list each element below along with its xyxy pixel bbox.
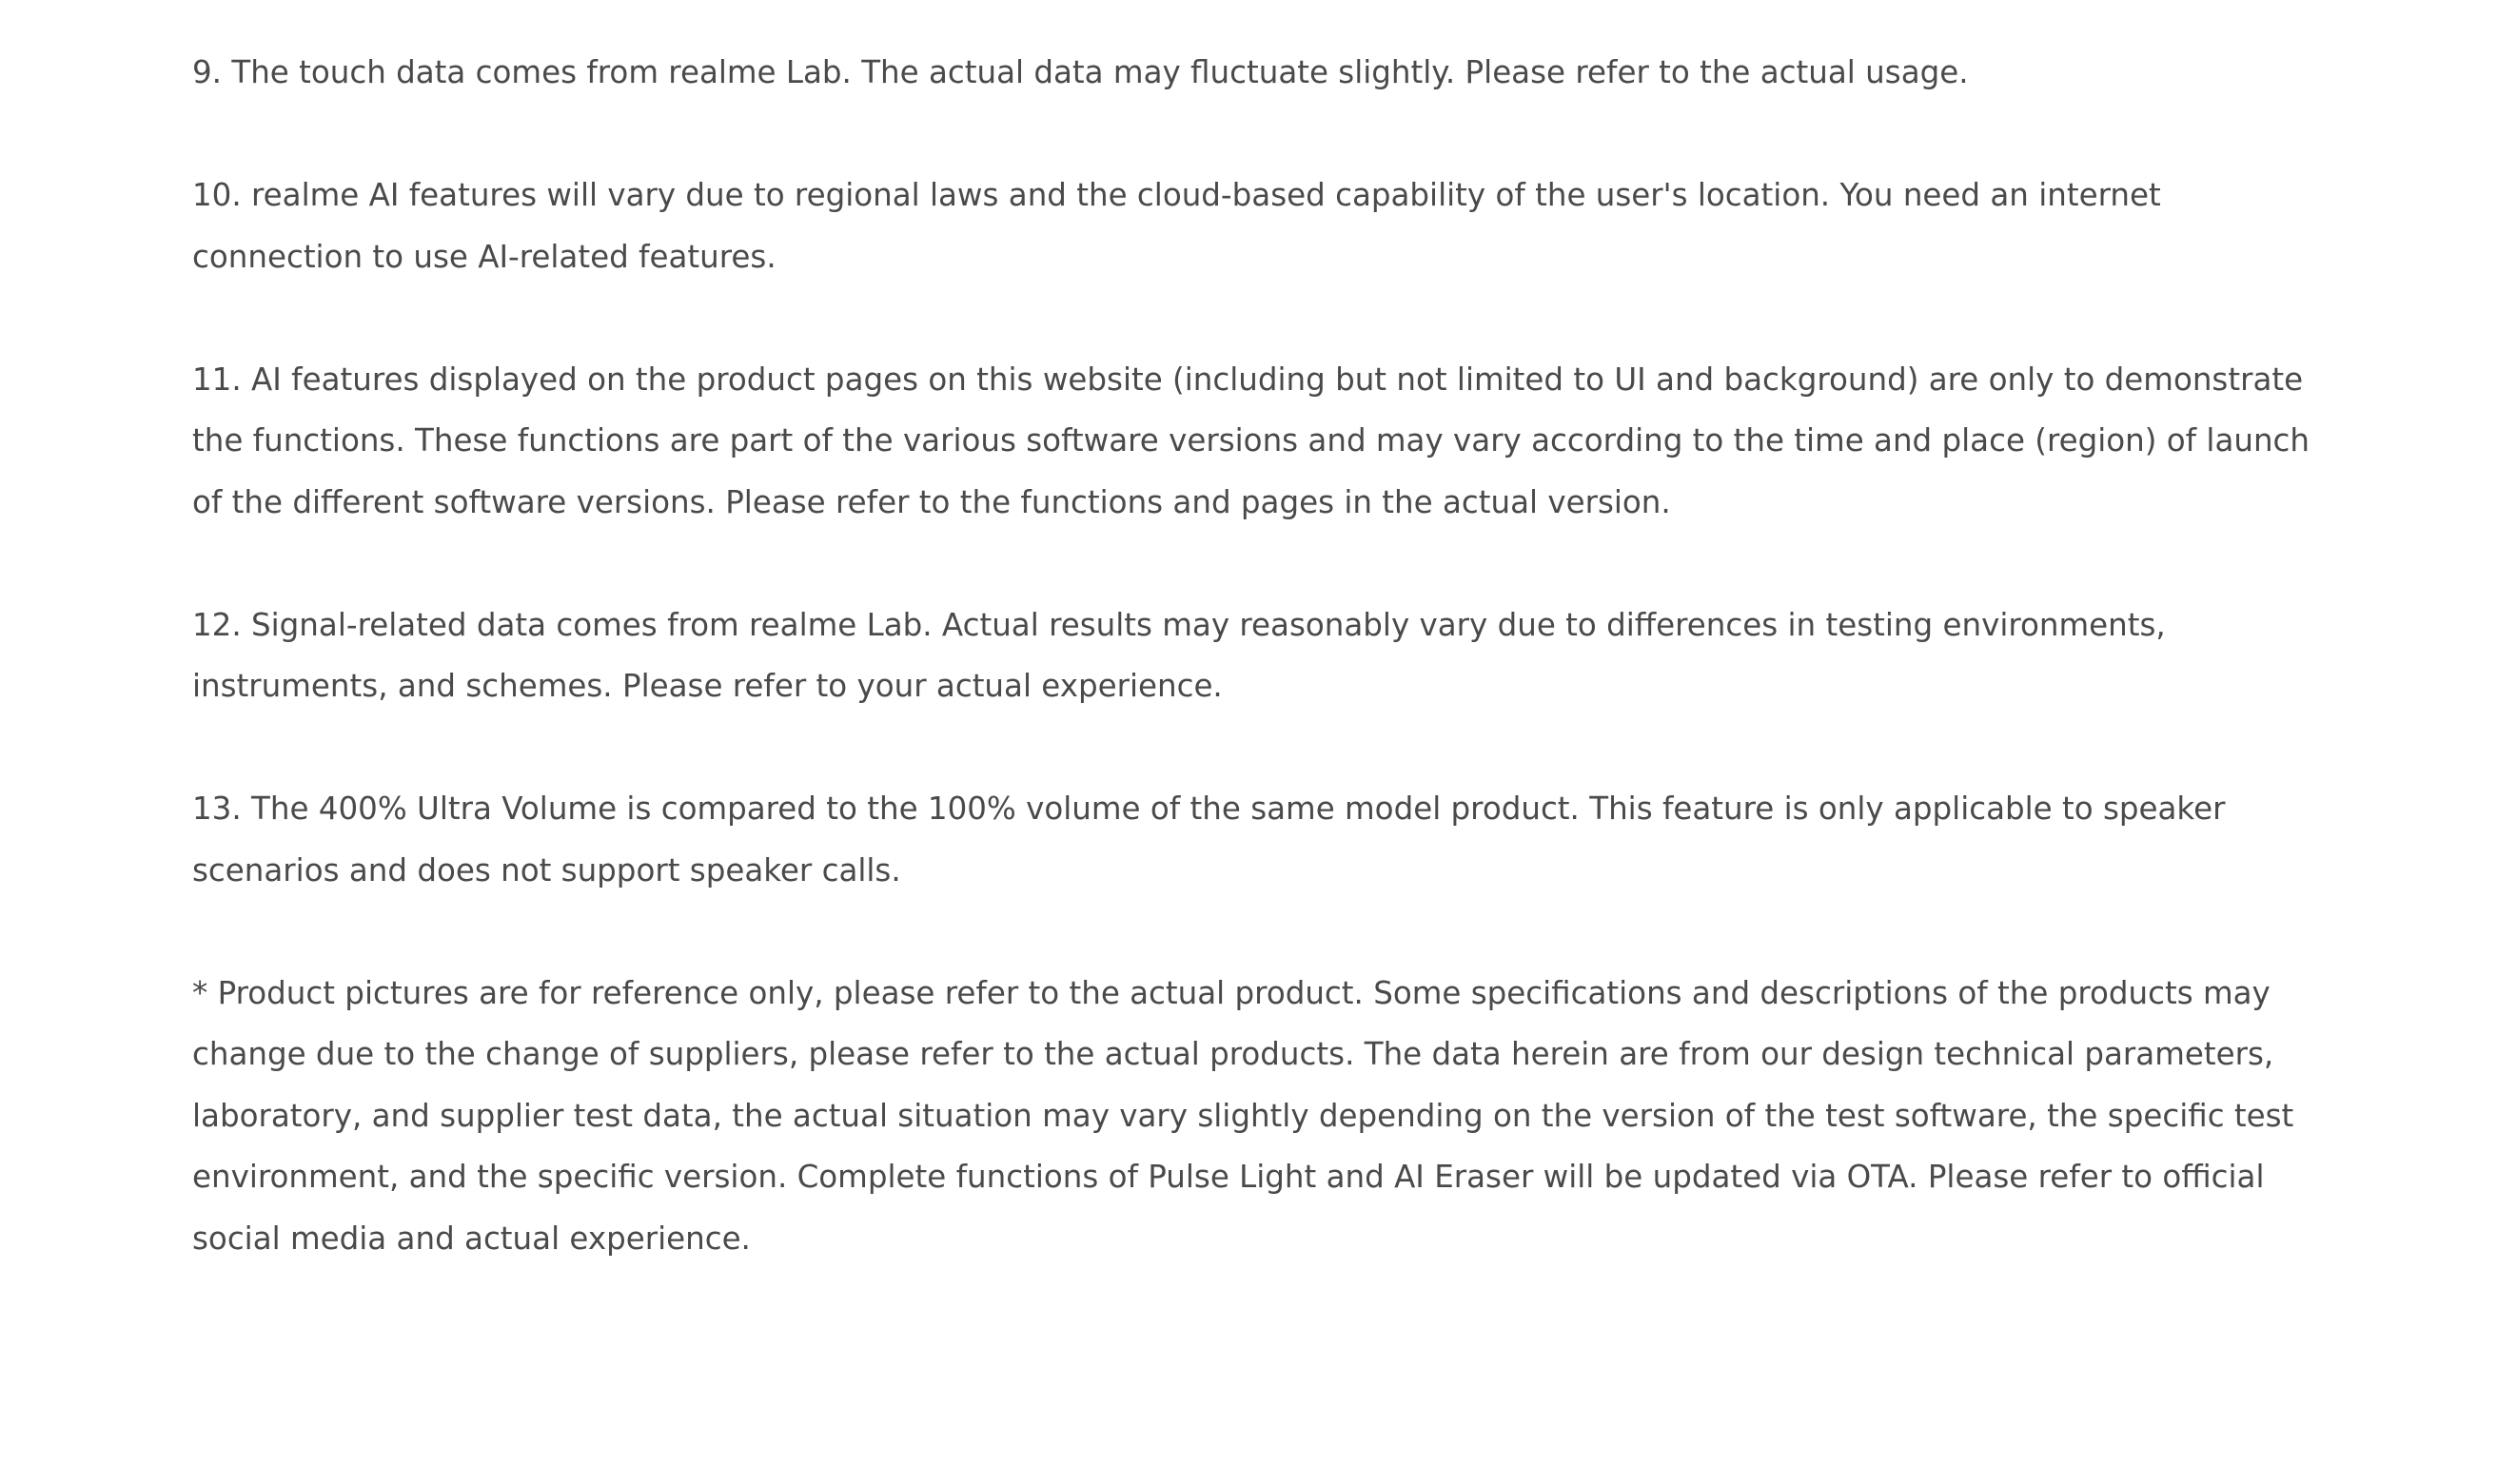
note-10: 10. realme AI features will vary due to regional laws and the cloud-based capability of the user's location. You need an internet connection to use AI-related features. [192, 177, 2161, 275]
note-13: 13. The 400% Ultra Volume is compared to the 100% volume of the same model product. This feature is only applicable to speaker scenarios and does not support speaker calls. [192, 791, 2226, 888]
disclaimer-notes [192, 42, 2333, 1331]
note-11: 11. AI features displayed on the product pages on this website (including but not limited to UI and background) are only to demonstrate the functions. These functions are part of the various software versions and may vary according to the time and place (region) of launch of the different software versions. Please refer to the functions and pages in the actual version. [192, 361, 2310, 520]
note-product-pictures: * Product pictures are for reference only, please refer to the actual product. Some specifications and descriptions of the products may change due to the change of suppliers, please refer to the actual products. The data herein are from our design technical parameters, laboratory, and supplier test data, the actual situation may vary slightly depending on the version of the test software, the specific test environment, and the specific version. Complete functions of Pulse Light and AI Eraser will be updated via OTA. Please refer to official social media and actual experience. [192, 974, 2294, 1257]
note-12: 12. Signal-related data comes from realme Lab. Actual results may reasonably vary due to differences in testing environments, instruments, and schemes. Please refer to your actual experience. [192, 606, 2166, 704]
note-9: 9. The touch data comes from realme Lab. The actual data may fluctuate slightly. Please refer to the actual usage. [192, 54, 1969, 90]
